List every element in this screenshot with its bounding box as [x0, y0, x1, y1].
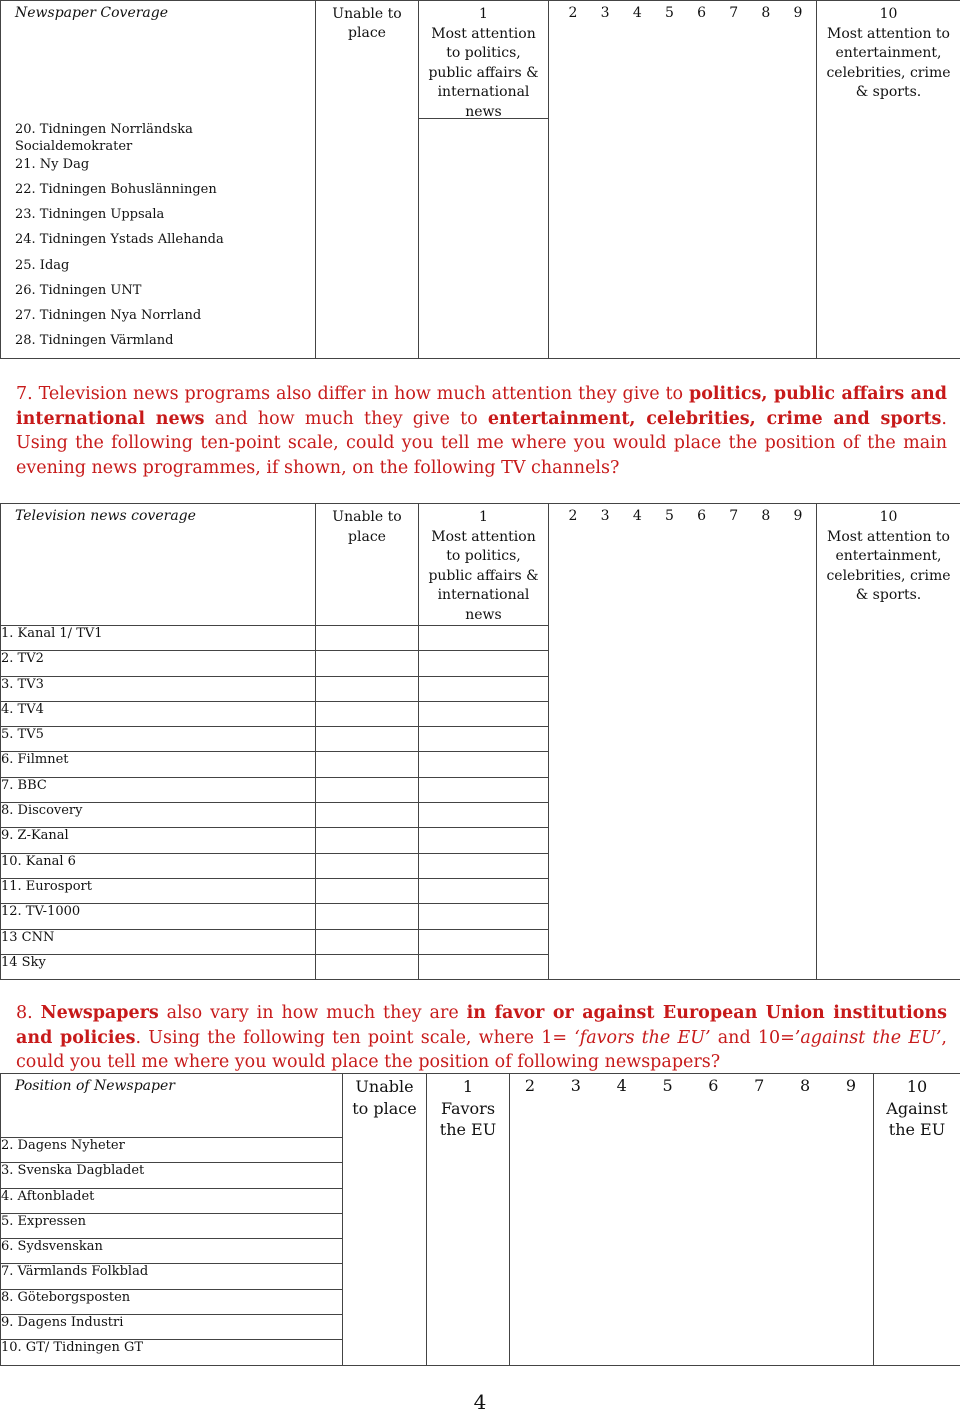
q8-text: and 10=: [710, 1027, 795, 1048]
unable-to-place-column: [316, 1, 419, 359]
scale-number: 6: [708, 1076, 719, 1095]
q8-text: . Using the following ten point scale, where 1=: [135, 1027, 575, 1048]
unable-to-place-header: [316, 1, 418, 43]
table-row: 8. Göteborgsposten: [1, 1289, 343, 1314]
row-label: 25. Idag: [15, 258, 70, 273]
table-row: 4. Aftonbladet: [1, 1188, 343, 1213]
q8-emphasis: in favor or against European Union institutions and policies: [16, 1003, 947, 1048]
scale-number: 9: [793, 5, 803, 21]
unable-cell[interactable]: [316, 853, 419, 878]
scale-number: 7: [729, 5, 739, 21]
unable-cell[interactable]: [316, 878, 419, 903]
unable-cell[interactable]: [316, 777, 419, 802]
scale-number: 8: [761, 508, 771, 524]
unable-to-place-header: [343, 1074, 426, 1119]
scale-number: 3: [600, 508, 610, 524]
col1-line: the EU: [439, 1120, 497, 1139]
unable-header-cell: [316, 504, 419, 626]
scale-number: 5: [664, 5, 674, 21]
unable-cell[interactable]: [316, 954, 419, 979]
col10-line: Most attention to: [827, 25, 950, 42]
scale-number: 4: [632, 5, 642, 21]
scale-number: 4: [632, 508, 642, 524]
scale-number: 3: [600, 5, 610, 21]
scale-number: 5: [664, 508, 674, 524]
scale-number: 9: [793, 508, 803, 524]
unable-line: Unable to: [332, 509, 402, 525]
table-row: 6. Sydsvenskan: [1, 1239, 343, 1264]
scale-number: 6: [697, 508, 707, 524]
col10-line: the EU: [888, 1120, 946, 1139]
col1-line: to politics,: [446, 548, 521, 564]
col1-line: Favors: [440, 1098, 496, 1118]
q8-italic: ’against the EU’: [794, 1027, 942, 1048]
q7-text: and how much they give to: [204, 408, 488, 429]
answer-cell[interactable]: [419, 828, 549, 853]
unable-cell[interactable]: [316, 701, 419, 726]
entertainment-column: [817, 1, 960, 359]
table-title: Position of Newspaper: [15, 1078, 175, 1094]
table-row: 8. Discovery: [1, 803, 316, 828]
unable-cell[interactable]: [316, 803, 419, 828]
table-row: 7. Värmlands Folkblad: [1, 1264, 343, 1289]
table-row: 3. TV3: [1, 676, 316, 701]
scale-numbers: [549, 504, 816, 524]
unable-cell[interactable]: [316, 626, 419, 651]
unable-cell[interactable]: [316, 828, 419, 853]
unable-cell[interactable]: [316, 651, 419, 676]
unable-to-place-header: [316, 504, 418, 547]
scale-number: 2: [524, 1076, 536, 1095]
row-label: 24. Tidningen Ystads Allehanda: [15, 232, 224, 247]
col1-line: public affairs &: [428, 64, 539, 81]
unable-line: Unable: [355, 1077, 414, 1096]
unable-line: Unable to: [332, 6, 402, 22]
table-title: Television news coverage: [15, 508, 196, 524]
col1-line: news: [465, 103, 502, 120]
question-8: [16, 1001, 947, 1075]
col10-header: [817, 504, 960, 606]
scale-number: 8: [761, 5, 771, 21]
table-row: 5. Expressen: [1, 1213, 343, 1238]
col10-line: celebrities, crime: [826, 567, 951, 584]
answer-cell[interactable]: [419, 701, 549, 726]
favors-eu-column: [427, 1074, 510, 1366]
table-row: 7. BBC: [1, 777, 316, 802]
col1-line: to politics,: [446, 45, 521, 61]
row-label: 20. Tidningen Norrländska Socialdemokrater: [15, 122, 193, 154]
col10-line: celebrities, crime: [826, 64, 951, 81]
q7-emphasis: entertainment, celebrities, crime and sports: [487, 408, 942, 429]
table-row: 11. Eurosport: [1, 878, 316, 903]
col1-line: Most attention: [431, 528, 536, 545]
scale-number: 8: [799, 1076, 811, 1095]
answer-cell[interactable]: [419, 929, 549, 954]
table-row: 1. Kanal 1/ TV1: [1, 626, 316, 651]
q7-text: 7. Television news programs also differ in how much attention they give to: [16, 384, 689, 404]
scale-number: 5: [662, 1076, 673, 1095]
scale-number: 2: [568, 508, 578, 524]
table-row: 9. Z-Kanal: [1, 828, 316, 853]
col10-line: & sports.: [855, 587, 922, 603]
unable-cell[interactable]: [316, 676, 419, 701]
col1-header-cell: [419, 504, 549, 626]
row-label: 28. Tidningen Värmland: [15, 333, 174, 348]
unable-cell[interactable]: [316, 752, 419, 777]
scale-number: 4: [616, 1076, 627, 1095]
col1-header: [419, 1, 548, 119]
col1-line: news: [465, 606, 502, 623]
q7-emphasis: politics, public affairs and international news: [16, 384, 947, 429]
table-row: 10. GT/ Tidningen GT: [1, 1340, 343, 1365]
scale-number: 6: [697, 5, 707, 21]
scale-number: 7: [754, 1076, 765, 1095]
unable-to-place-column: [343, 1074, 427, 1366]
scale-number: 9: [845, 1076, 856, 1095]
answer-cell[interactable]: [419, 904, 549, 929]
table-row: 5. TV5: [1, 727, 316, 752]
col1-line: international: [437, 84, 530, 100]
politics-column: [419, 1, 549, 359]
col10-line: entertainment,: [835, 548, 942, 564]
table-row: 6. Filmnet: [1, 752, 316, 777]
row-label: 27. Tidningen Nya Norrland: [15, 308, 202, 323]
col1-answer-area[interactable]: [419, 118, 548, 358]
col10-line: & sports.: [855, 84, 922, 100]
col1-line: 1: [462, 1077, 474, 1096]
answer-cell[interactable]: [419, 727, 549, 752]
television-news-table: [0, 503, 960, 980]
answer-cell[interactable]: [419, 853, 549, 878]
q7-text: . Using the following ten-point scale, could you tell me where you would place the position of the main evening news programmes, if shown, on the following TV channels?: [16, 408, 947, 478]
unable-cell[interactable]: [316, 904, 419, 929]
unable-cell[interactable]: [316, 929, 419, 954]
answer-cell[interactable]: [419, 676, 549, 701]
scale-number: 2: [568, 5, 578, 21]
entertainment-column: [817, 504, 960, 980]
answer-cell[interactable]: [419, 954, 549, 979]
table-title: Newspaper Coverage: [15, 5, 169, 21]
answer-cell[interactable]: [419, 803, 549, 828]
answer-cell[interactable]: [419, 752, 549, 777]
scale-2-9-column: [549, 504, 817, 980]
table-row: 13 CNN: [1, 929, 316, 954]
col10-line: 10: [906, 1077, 928, 1096]
row-label: 23. Tidningen Uppsala: [15, 207, 165, 222]
answer-cell[interactable]: [419, 651, 549, 676]
q8-emphasis: Newspapers: [40, 1003, 159, 1023]
newspaper-coverage-table: [0, 0, 960, 359]
answer-cell[interactable]: [419, 626, 549, 651]
table-row: 2. Dagens Nyheter: [1, 1138, 343, 1163]
col1-line: 1: [479, 509, 488, 525]
q8-italic: ‘favors the EU’: [574, 1027, 711, 1048]
table-row: 10. Kanal 6: [1, 853, 316, 878]
table-row: 14 Sky: [1, 954, 316, 979]
col1-line: Most attention: [431, 25, 536, 42]
table-row: 4. TV4: [1, 701, 316, 726]
col10-line: Most attention to: [827, 528, 950, 545]
answer-cell[interactable]: [419, 878, 549, 903]
unable-line: to place: [352, 1098, 417, 1118]
q8-text: , could you tell me where you would place the position of following newspapers?: [16, 1027, 947, 1072]
table-row: 9. Dagens Industri: [1, 1315, 343, 1340]
table-row: 12. TV-1000: [1, 904, 316, 929]
scale-numbers: [549, 1, 816, 21]
scale-numbers: [510, 1074, 873, 1095]
col10-line: entertainment,: [835, 45, 942, 61]
eu-position-table: [0, 1073, 960, 1366]
q8-text: 8.: [16, 1003, 41, 1023]
scale-number: 7: [729, 508, 739, 524]
col1-header: [427, 1074, 509, 1141]
header-title-cell: [1, 1074, 343, 1138]
col1-line: 1: [479, 6, 488, 22]
answer-cell[interactable]: [419, 777, 549, 802]
col10-line: 10: [879, 509, 898, 525]
page-number: 4: [473, 1390, 487, 1414]
row-label: 21. Ny Dag: [15, 157, 90, 172]
col1-line: public affairs &: [428, 567, 539, 584]
unable-cell[interactable]: [316, 727, 419, 752]
against-eu-column: [874, 1074, 960, 1366]
row-labels-cell: [1, 1, 316, 359]
scale-2-9-column: [549, 1, 817, 359]
unable-line: place: [348, 25, 386, 41]
question-7: [16, 382, 947, 480]
col10-header: [874, 1074, 960, 1141]
col10-header: [817, 1, 960, 103]
table-row: 2. TV2: [1, 651, 316, 676]
col10-line: 10: [879, 6, 898, 22]
col10-line: Against: [886, 1098, 948, 1118]
table-row: 3. Svenska Dagbladet: [1, 1163, 343, 1188]
unable-line: place: [348, 528, 386, 545]
scale-2-9-column: [510, 1074, 874, 1366]
row-label: 22. Tidningen Bohuslänningen: [15, 182, 217, 197]
row-label: 26. Tidningen UNT: [15, 283, 142, 298]
scale-number: 3: [570, 1076, 581, 1095]
col1-line: international: [437, 587, 530, 603]
header-title-cell: [1, 504, 316, 626]
q8-text: also vary in how much they are: [158, 1003, 467, 1023]
col1-header: [419, 504, 548, 625]
